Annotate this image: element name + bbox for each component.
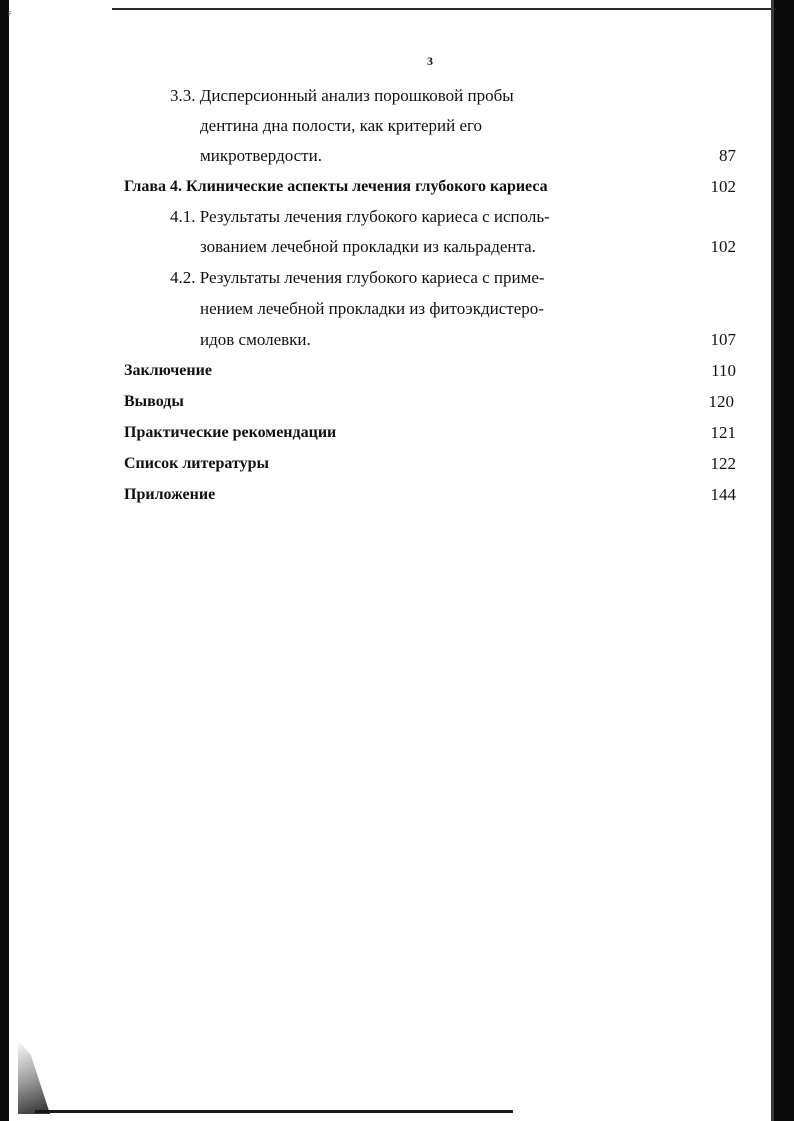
toc-entry-4-2-line-2: нением лечебной прокладки из фитоэкдистеро- [200, 299, 544, 318]
toc-references-title: Список литературы [124, 455, 269, 472]
toc-appendix-title: Приложение [124, 486, 216, 503]
toc-entry-4-2-line-1: 4.2. Результаты лечения глубокого кариеса с приме- [170, 268, 545, 287]
toc-entry-3-3-line-1: 3.3. Дисперсионный анализ порошковой пробы [170, 86, 514, 105]
toc-recommendations-title: Практические рекомендации [124, 424, 337, 441]
toc-findings-title: Выводы [124, 393, 184, 410]
toc-entry-4-2-line-3: идов смолевки. [200, 330, 311, 349]
toc-findings-page: 120 [708, 392, 734, 411]
toc-entry-4-1-line-1: 4.1. Результаты лечения глубокого кариеса с исполь- [170, 207, 550, 226]
page-number: 3 [427, 54, 433, 68]
toc-entry-4-1-line-2: зованием лечебной прокладки из кальрадента. [200, 237, 536, 256]
toc-appendix-page: 144 [710, 485, 736, 504]
toc-entry-3-3-line-2: дентина дна полости, как критерий его [200, 116, 483, 135]
toc-conclusion-title: Заключение [124, 362, 212, 379]
scan-corner-mark: F [8, 10, 13, 18]
toc-chapter-4-page: 102 [710, 177, 736, 196]
toc-conclusion-page: 110 [711, 361, 736, 380]
toc-recommendations-page: 121 [710, 423, 736, 442]
toc-chapter-4-title: Глава 4. Клинические аспекты лечения глубокого кариеса [124, 178, 548, 195]
toc-entry-4-1-page: 102 [710, 237, 736, 256]
toc-references-page: 122 [710, 454, 736, 473]
toc-entry-3-3-page: 87 [719, 146, 736, 165]
toc-entry-3-3-line-3: микротвердости. [200, 146, 322, 165]
toc-entry-4-2-page: 107 [710, 330, 736, 349]
